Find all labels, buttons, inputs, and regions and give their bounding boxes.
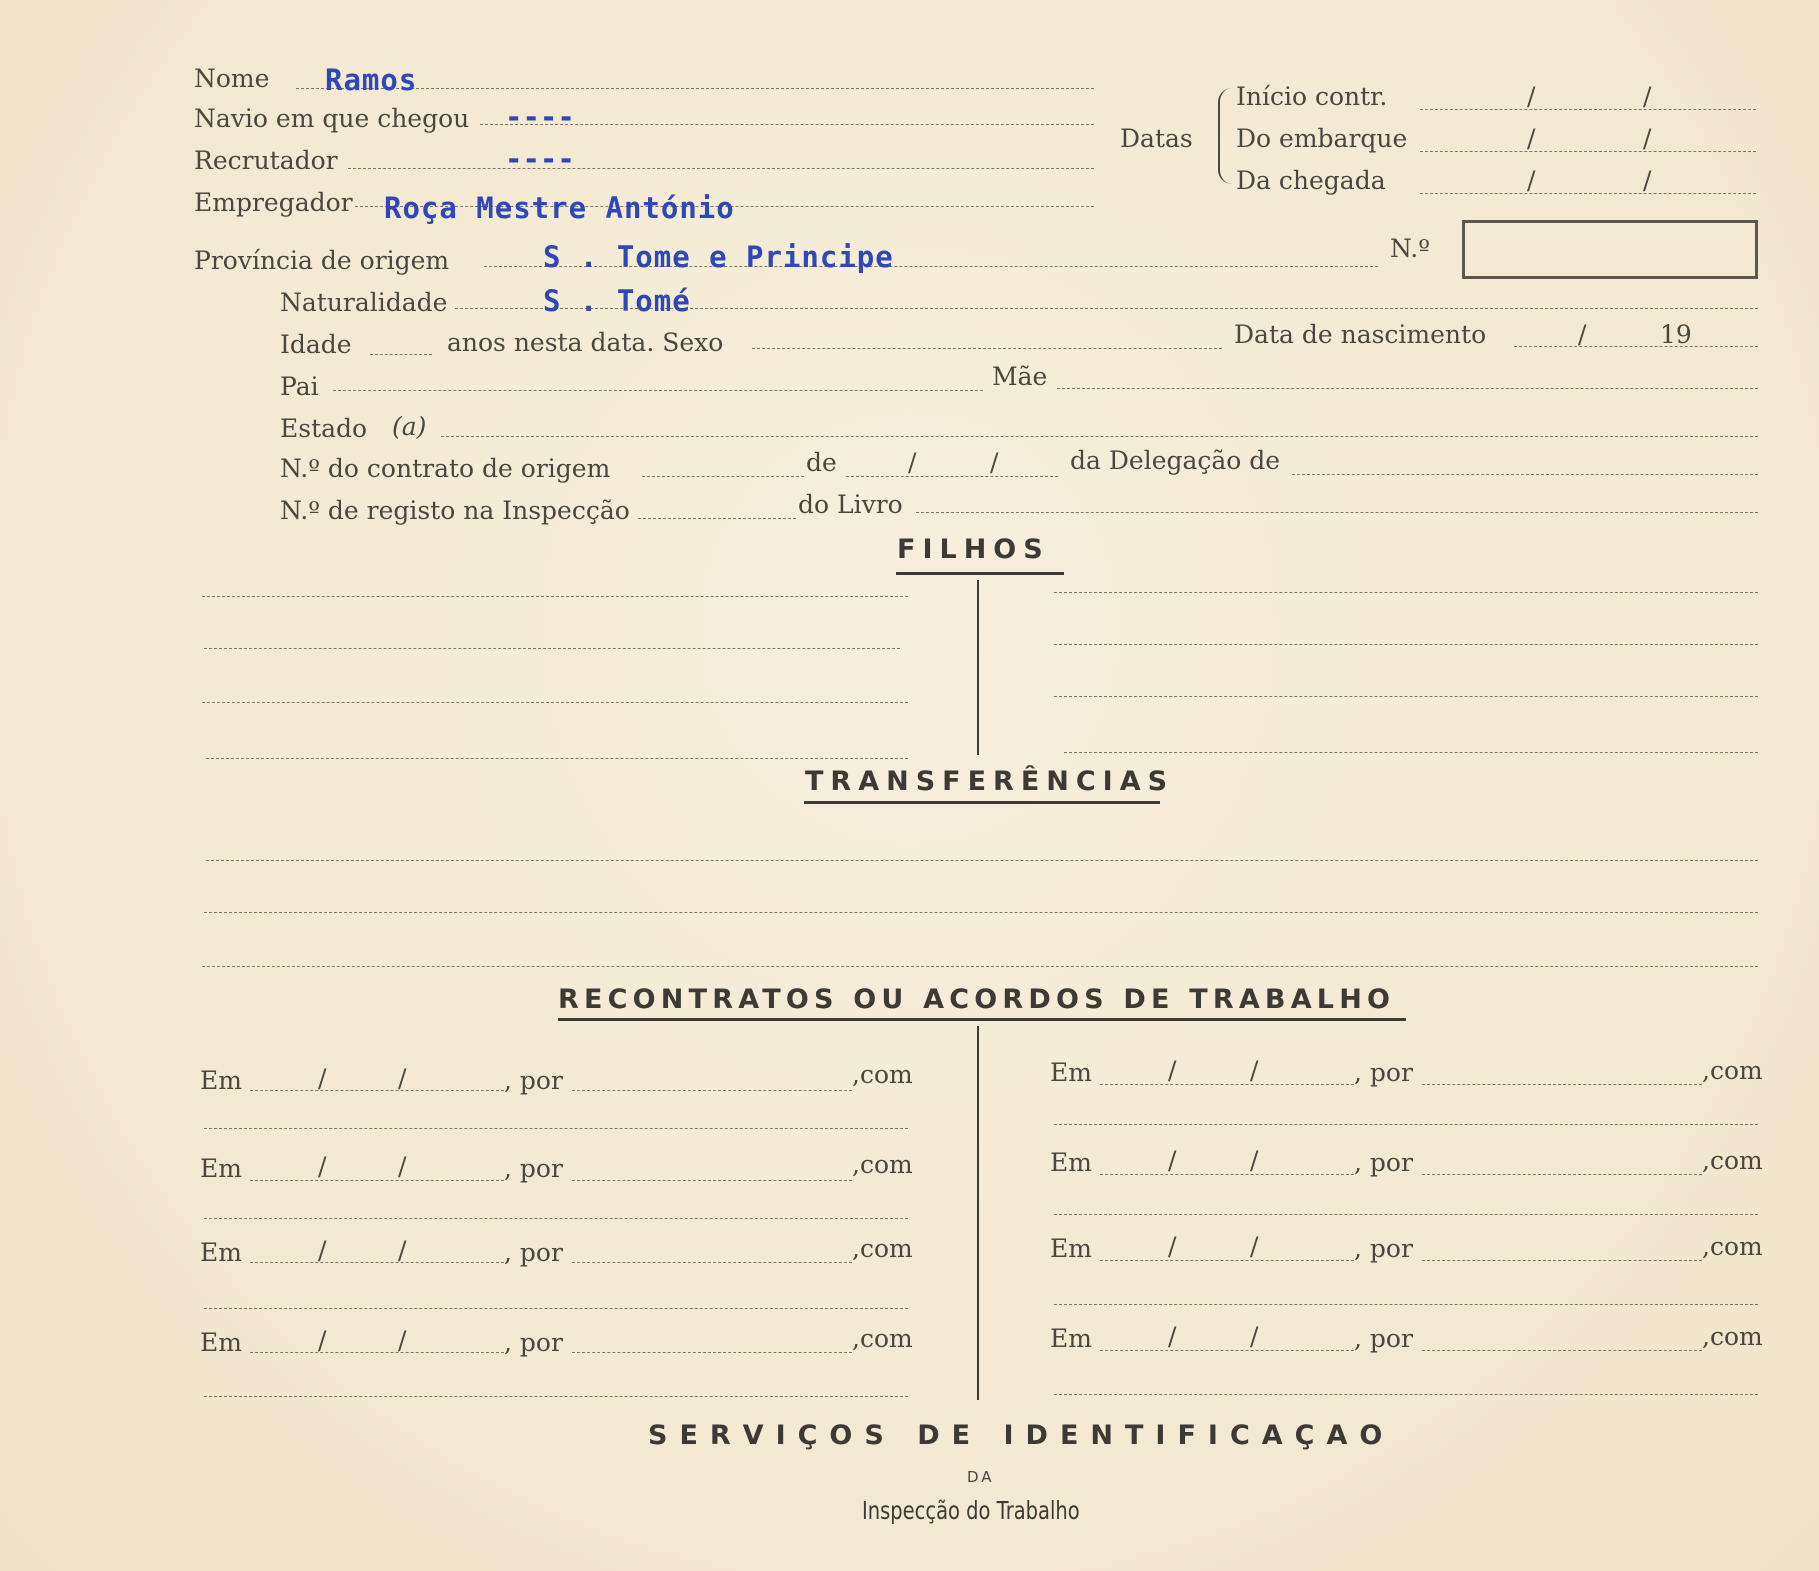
em-slash-2: / <box>398 1326 407 1355</box>
com-line <box>1054 1214 1758 1215</box>
por-line <box>1422 1084 1702 1085</box>
embarque-date-line <box>1420 151 1756 152</box>
transferencias-underline <box>804 801 1160 804</box>
datas-brace <box>1218 88 1232 184</box>
registo-line <box>638 518 796 519</box>
com-label: ,com <box>852 1234 913 1263</box>
idade-line <box>370 354 432 355</box>
filhos-line-left-1 <box>202 596 908 597</box>
nascimento-label: Data de nascimento <box>1234 320 1487 349</box>
filhos-line-right-4 <box>1064 752 1758 753</box>
por-line <box>1422 1350 1702 1351</box>
com-line <box>204 1308 908 1309</box>
pai-label: Pai <box>280 372 319 401</box>
navio-value: ---- <box>505 100 575 134</box>
inicio-label: Início contr. <box>1236 82 1388 111</box>
em-label: Em <box>200 1066 242 1095</box>
por-line <box>1422 1260 1702 1261</box>
footer-subtitle: Inspecção do Trabalho <box>862 1496 1080 1525</box>
filhos-underline <box>896 572 1064 575</box>
em-label: Em <box>1050 1148 1092 1177</box>
recrutador-value: ---- <box>505 142 575 176</box>
mae-line <box>1057 388 1758 389</box>
chegada-slash-2: / <box>1643 166 1652 195</box>
provincia-label: Província de origem <box>194 246 450 275</box>
filhos-line-left-4 <box>206 758 908 759</box>
contrato-de-label: de <box>806 448 837 477</box>
recrutador-line <box>348 168 1094 169</box>
em-date-line <box>250 1090 504 1091</box>
com-label: ,com <box>852 1324 913 1353</box>
livro-label: do Livro <box>798 490 903 519</box>
recontratos-heading: RECONTRATOS OU ACORDOS DE TRABALHO <box>558 984 1396 1015</box>
em-slash-1: / <box>318 1236 327 1265</box>
em-label: Em <box>1050 1324 1092 1353</box>
contrato-slash-1: / <box>908 448 917 477</box>
com-line <box>204 1396 908 1397</box>
numero-label: N.º <box>1390 234 1430 263</box>
em-slash-2: / <box>398 1064 407 1093</box>
com-label: ,com <box>1702 1232 1763 1261</box>
nascimento-year-prefix: 19 <box>1660 320 1692 349</box>
embarque-slash-2: / <box>1643 124 1652 153</box>
com-label: ,com <box>1702 1322 1763 1351</box>
com-label: ,com <box>852 1150 913 1179</box>
em-label: Em <box>1050 1058 1092 1087</box>
navio-label: Navio em que chegou <box>194 104 470 133</box>
contrato-label: N.º do contrato de origem <box>280 454 611 483</box>
com-label: ,com <box>1702 1056 1763 1085</box>
com-line <box>204 1128 908 1129</box>
em-slash-2: / <box>398 1236 407 1265</box>
transferencias-line-3 <box>202 966 1758 967</box>
footer-title: SERVIÇOS DE IDENTIFICAÇAO <box>648 1420 1395 1451</box>
nome-label: Nome <box>194 64 270 93</box>
em-slash-1: / <box>318 1152 327 1181</box>
transferencias-heading: TRANSFERÊNCIAS <box>805 766 1175 797</box>
em-slash-1: / <box>1168 1056 1177 1085</box>
em-date-line <box>250 1352 504 1353</box>
provincia-value: S . Tome e Principe <box>543 240 894 274</box>
contrato-line <box>642 476 804 477</box>
por-label: , por <box>504 1066 563 1095</box>
estado-label: Estado <box>280 414 368 443</box>
filhos-line-left-3 <box>202 702 908 703</box>
embarque-label: Do embarque <box>1236 124 1408 153</box>
recrutador-label: Recrutador <box>194 146 338 175</box>
filhos-heading: FILHOS <box>897 534 1050 565</box>
chegada-date-line <box>1420 193 1756 194</box>
em-slash-2: / <box>1250 1322 1259 1351</box>
por-label: , por <box>1354 1148 1413 1177</box>
transferencias-line-1 <box>206 860 1758 861</box>
inicio-slash-2: / <box>1643 82 1652 111</box>
em-date-line <box>1100 1260 1354 1261</box>
naturalidade-label: Naturalidade <box>280 288 448 317</box>
registo-label: N.º de registo na Inspecção <box>280 496 630 525</box>
anos-sexo-label: anos nesta data. Sexo <box>447 328 724 357</box>
empregador-label: Empregador <box>194 188 353 217</box>
delegacao-line <box>1292 474 1758 475</box>
em-slash-2: / <box>1250 1232 1259 1261</box>
em-date-line <box>1100 1174 1354 1175</box>
livro-line <box>916 512 1758 513</box>
com-line <box>204 1218 908 1219</box>
empregador-value: Roça Mestre António <box>384 191 735 225</box>
em-slash-2: / <box>398 1152 407 1181</box>
por-line <box>1422 1174 1702 1175</box>
chegada-label: Da chegada <box>1236 166 1386 195</box>
por-label: , por <box>504 1238 563 1267</box>
em-slash-2: / <box>1250 1056 1259 1085</box>
com-line <box>1054 1124 1758 1125</box>
em-date-line <box>1100 1350 1354 1351</box>
sexo-line <box>752 348 1222 349</box>
com-label: ,com <box>852 1060 913 1089</box>
inicio-date-line <box>1420 109 1756 110</box>
em-slash-1: / <box>318 1326 327 1355</box>
filhos-line-right-3 <box>1054 696 1758 697</box>
por-line <box>572 1262 852 1263</box>
por-label: , por <box>1354 1324 1413 1353</box>
por-line <box>572 1180 852 1181</box>
filhos-divider <box>977 580 979 755</box>
mae-label: Mãe <box>992 362 1048 391</box>
com-line <box>1054 1304 1758 1305</box>
filhos-line-right-2 <box>1054 644 1758 645</box>
contrato-date-line <box>846 476 1058 477</box>
em-slash-2: / <box>1250 1146 1259 1175</box>
recontratos-underline <box>558 1018 1406 1021</box>
por-label: , por <box>1354 1234 1413 1263</box>
em-label: Em <box>1050 1234 1092 1263</box>
pai-line <box>333 390 983 391</box>
numero-box <box>1462 220 1758 279</box>
em-label: Em <box>200 1238 242 1267</box>
com-line <box>1054 1394 1758 1395</box>
por-label: , por <box>1354 1058 1413 1087</box>
estado-line <box>441 436 1758 437</box>
em-label: Em <box>200 1154 242 1183</box>
estado-note: (a) <box>392 412 427 441</box>
nascimento-slash: / <box>1578 320 1587 349</box>
em-date-line <box>250 1180 504 1181</box>
footer-da: DA <box>967 1468 995 1486</box>
por-line <box>572 1090 852 1091</box>
por-label: , por <box>504 1328 563 1357</box>
datas-label: Datas <box>1120 124 1193 153</box>
nascimento-line <box>1514 346 1758 347</box>
embarque-slash-1: / <box>1527 124 1536 153</box>
por-line <box>572 1352 852 1353</box>
delegacao-label: da Delegação de <box>1070 446 1281 475</box>
em-date-line <box>250 1262 504 1263</box>
em-slash-1: / <box>1168 1146 1177 1175</box>
recontratos-divider <box>977 1026 979 1400</box>
chegada-slash-1: / <box>1527 166 1536 195</box>
naturalidade-value: S . Tomé <box>543 284 691 318</box>
em-slash-1: / <box>1168 1232 1177 1261</box>
em-date-line <box>1100 1084 1354 1085</box>
nome-value: Ramos <box>325 63 418 97</box>
contrato-slash-2: / <box>990 448 999 477</box>
filhos-line-right-1 <box>1054 592 1758 593</box>
inicio-slash-1: / <box>1527 82 1536 111</box>
em-slash-1: / <box>1168 1322 1177 1351</box>
em-label: Em <box>200 1328 242 1357</box>
por-label: , por <box>504 1154 563 1183</box>
transferencias-line-2 <box>204 912 1758 913</box>
com-label: ,com <box>1702 1146 1763 1175</box>
filhos-line-left-2 <box>204 648 900 649</box>
idade-label: Idade <box>280 330 352 359</box>
em-slash-1: / <box>318 1064 327 1093</box>
